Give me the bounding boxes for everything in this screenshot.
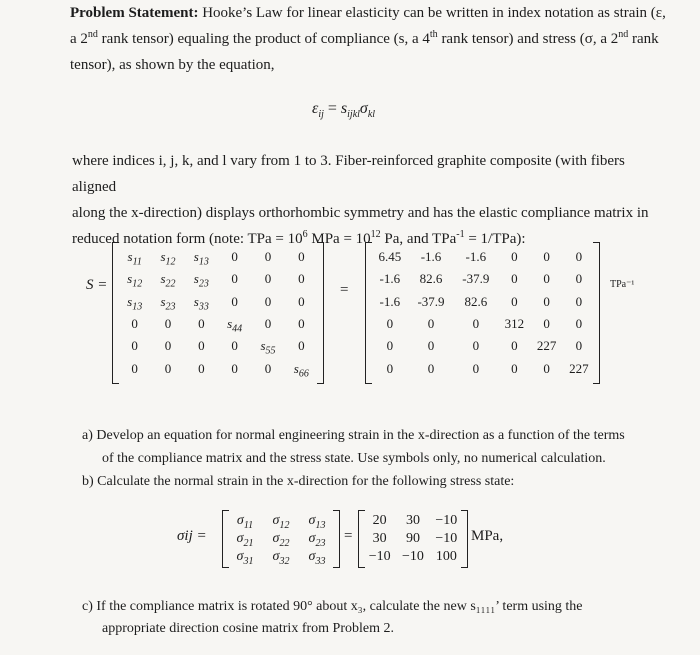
question-a-line-1: a) Develop an equation for normal engineering strain in the x-direction as a function of the terms <box>82 428 625 443</box>
stress-symbolic-table <box>227 512 335 566</box>
compliance-equals: = <box>340 282 349 298</box>
matrix-cell: -37.9 <box>417 293 445 309</box>
sup-12: 12 <box>370 229 381 240</box>
matrix-cell: 0 <box>575 249 583 265</box>
matrix-cell: 0 <box>264 360 272 376</box>
matrix-row <box>371 335 595 357</box>
description-line-3b: MPa = 10 <box>307 231 371 247</box>
matrix-cell: 227 <box>569 360 589 376</box>
compliance-label: S = <box>86 277 108 293</box>
matrix-cell: $\sigma_{12}$ <box>272 513 290 531</box>
matrix-cell: $s_{23}$ <box>160 293 176 313</box>
matrix-cell: 0 <box>198 338 205 354</box>
matrix-cell: 0 <box>575 316 583 332</box>
matrix-cell: −10 <box>402 549 424 564</box>
numeric-compliance-matrix <box>365 242 600 384</box>
matrix-cell: 0 <box>472 360 480 376</box>
matrix-cell: $s_{55}$ <box>260 338 276 358</box>
matrix-cell: 100 <box>435 549 457 564</box>
matrix-cell: 0 <box>543 360 550 376</box>
matrix-cell: 0 <box>164 360 172 376</box>
matrix-row <box>363 530 463 548</box>
matrix-cell: 0 <box>427 338 435 354</box>
matrix-row <box>371 268 595 290</box>
matrix-cell: 30 <box>372 531 387 546</box>
matrix-cell: $s_{12}$ <box>127 271 143 291</box>
description-line-2: along the x-direction) displays orthorhombic symmetry and has the elastic compliance matrix in <box>72 205 649 221</box>
question-c-line-2: appropriate direction cosine matrix from Problem 2. <box>102 621 394 636</box>
eq-stress-sub: kl <box>367 109 376 121</box>
problem-statement <box>70 0 670 78</box>
problem-end: rank tensor), as shown by the equation, <box>70 31 659 73</box>
matrix-cell: 0 <box>575 338 583 354</box>
matrix-row <box>227 512 335 530</box>
questions-ab <box>82 424 662 493</box>
matrix-cell: $\sigma_{11}$ <box>236 513 254 531</box>
matrix-cell: 0 <box>264 316 272 332</box>
matrix-cell: 0 <box>386 360 394 376</box>
matrix-cell: 0 <box>231 271 238 287</box>
matrix-cell: -1.6 <box>465 249 487 265</box>
matrix-cell: 312 <box>504 316 525 332</box>
matrix-cell: 0 <box>231 360 238 376</box>
matrix-row <box>118 268 318 290</box>
problem-heading: Problem Statement: <box>70 5 199 21</box>
matrix-row <box>118 291 318 313</box>
eq-strain-sub: ij <box>318 109 324 121</box>
matrix-cell: $s_{13}$ <box>127 293 143 313</box>
matrix-cell: $s_{13}$ <box>193 249 209 268</box>
matrix-row <box>371 313 595 335</box>
matrix-row <box>118 335 318 357</box>
matrix-cell: 20 <box>372 513 387 528</box>
matrix-cell: 0 <box>511 360 518 376</box>
matrix-cell: -1.6 <box>379 271 401 287</box>
matrix-cell: 0 <box>511 338 518 354</box>
matrix-cell: 0 <box>231 338 238 354</box>
matrix-cell: $\sigma_{31}$ <box>236 549 254 567</box>
matrix-cell: 0 <box>427 316 435 332</box>
sup-minus-1: -1 <box>456 229 465 240</box>
matrix-cell: 0 <box>386 316 394 332</box>
matrix-cell: 0 <box>164 338 172 354</box>
description-line-3a: reduced notation form (note: TPa = 10 <box>72 231 303 247</box>
bracket-right <box>317 242 324 384</box>
matrix-row <box>118 246 318 268</box>
matrix-row <box>118 358 318 380</box>
matrix-cell: $s_{12}$ <box>160 249 176 268</box>
matrix-cell: 0 <box>231 249 238 265</box>
matrix-cell: 0 <box>264 271 272 287</box>
matrix-cell: $\sigma_{32}$ <box>272 549 290 567</box>
matrix-cell: 90 <box>405 531 420 546</box>
matrix-cell: −10 <box>435 531 458 546</box>
symbolic-compliance-matrix <box>112 242 324 384</box>
matrix-cell: 0 <box>298 249 305 265</box>
matrix-cell: $s_{11}$ <box>127 249 142 268</box>
matrix-cell: 0 <box>298 316 305 332</box>
sup-nd-2: nd <box>618 29 629 40</box>
matrix-cell: 0 <box>543 293 550 309</box>
sup-th: th <box>429 29 438 40</box>
matrix-row <box>363 548 463 566</box>
numeric-stress-matrix <box>358 510 468 568</box>
matrix-cell: $s_{23}$ <box>193 271 209 291</box>
matrix-cell: $\sigma_{22}$ <box>272 531 290 549</box>
matrix-cell: 0 <box>298 271 305 287</box>
problem-intro: Hooke’s Law for linear elasticity can be written in index notation as strain (ε, a 2 <box>70 5 666 47</box>
matrix-cell: -37.9 <box>462 271 490 287</box>
matrix-row <box>363 512 463 530</box>
eq-equals: = <box>323 100 341 117</box>
matrix-cell: 0 <box>543 249 550 265</box>
eq-strain: ε <box>312 100 319 117</box>
description-line-1: where indices i, j, k, and l vary from 1 to 3. Fiber-reinforced graphite composite (with fibers aligned <box>72 153 625 195</box>
eq-stress: σ <box>359 100 368 117</box>
matrix-cell: 0 <box>298 293 305 309</box>
matrix-cell: 0 <box>386 338 394 354</box>
matrix-cell: 0 <box>198 316 205 332</box>
problem-mid1: rank tensor) equaling the product of compliance (s, a 4 <box>97 31 430 47</box>
matrix-cell: 0 <box>472 338 480 354</box>
matrix-row <box>227 548 335 566</box>
matrix-cell: 0 <box>164 316 172 332</box>
problem-mid2: rank tensor) and stress (σ, a 2 <box>437 31 619 47</box>
symbolic-matrix-table <box>118 246 318 380</box>
matrix-cell: -1.6 <box>420 249 442 265</box>
matrix-cell: 0 <box>198 360 205 376</box>
stress-equals: = <box>344 528 353 544</box>
matrix-cell: 0 <box>264 249 272 265</box>
matrix-cell: 0 <box>231 293 238 309</box>
matrix-row <box>371 358 595 380</box>
matrix-cell: $s_{44}$ <box>227 316 243 335</box>
matrix-cell: 0 <box>131 338 138 354</box>
matrix-cell: 0 <box>511 249 518 265</box>
eq-compliance-sub: ijkl <box>347 109 360 121</box>
matrix-cell: $\sigma_{23}$ <box>308 531 326 549</box>
matrix-cell: 0 <box>511 271 518 287</box>
matrix-row <box>371 291 595 313</box>
matrix-cell: 0 <box>543 271 550 287</box>
matrix-cell: $\sigma_{21}$ <box>236 531 254 549</box>
description-line-3d: = 1/TPa): <box>464 231 526 247</box>
stress-numeric-table <box>363 512 463 566</box>
sup-nd-1: nd <box>87 29 98 40</box>
matrix-row <box>371 246 595 268</box>
matrix-cell: −10 <box>435 513 458 528</box>
compliance-unit: TPa⁻¹ <box>610 279 635 290</box>
question-b: b) Calculate the normal strain in the x-direction for the following stress state: <box>82 474 515 489</box>
matrix-cell: 30 <box>405 513 420 528</box>
question-c <box>82 596 662 640</box>
hooke-equation <box>312 100 376 121</box>
symbolic-stress-matrix <box>222 510 340 568</box>
sup-6: 6 <box>302 229 308 240</box>
matrix-cell: −10 <box>368 549 391 564</box>
question-c-line-1: c) If the compliance matrix is rotated 90° about x₃, calculate the new s₁₁₁₁’ term using the <box>82 599 583 614</box>
matrix-cell: 0 <box>264 293 272 309</box>
eq-compliance: s <box>340 100 348 117</box>
matrix-cell: -1.6 <box>379 293 401 309</box>
matrix-cell: 82.6 <box>419 271 443 287</box>
matrix-cell: 0 <box>511 293 518 309</box>
matrix-cell: 0 <box>543 316 550 332</box>
stress-unit: MPa, <box>471 528 504 544</box>
matrix-cell: $\sigma_{33}$ <box>308 549 326 567</box>
matrix-cell: 0 <box>575 293 583 309</box>
matrix-cell: $s_{66}$ <box>293 360 309 380</box>
matrix-row <box>227 530 335 548</box>
question-a-line-2: of the compliance matrix and the stress state. Use symbols only, no numerical calculation. <box>102 451 606 466</box>
matrix-cell: 82.6 <box>464 293 488 309</box>
matrix-cell: $s_{22}$ <box>160 271 176 291</box>
matrix-row <box>118 313 318 335</box>
description <box>72 148 672 252</box>
stress-label: σij = <box>177 528 207 544</box>
matrix-cell: 227 <box>536 338 557 354</box>
matrix-cell: 0 <box>131 360 138 376</box>
description-line-3c: Pa, and TPa <box>380 231 457 247</box>
matrix-cell: 0 <box>427 360 435 376</box>
matrix-cell: 0 <box>472 316 480 332</box>
matrix-cell: 0 <box>298 338 305 354</box>
matrix-cell: 0 <box>131 316 138 332</box>
matrix-cell: 0 <box>575 271 583 287</box>
matrix-cell: 6.45 <box>378 249 402 265</box>
matrix-cell: $s_{33}$ <box>193 293 209 313</box>
numeric-matrix-table <box>371 246 595 380</box>
matrix-cell: $\sigma_{13}$ <box>308 513 326 531</box>
